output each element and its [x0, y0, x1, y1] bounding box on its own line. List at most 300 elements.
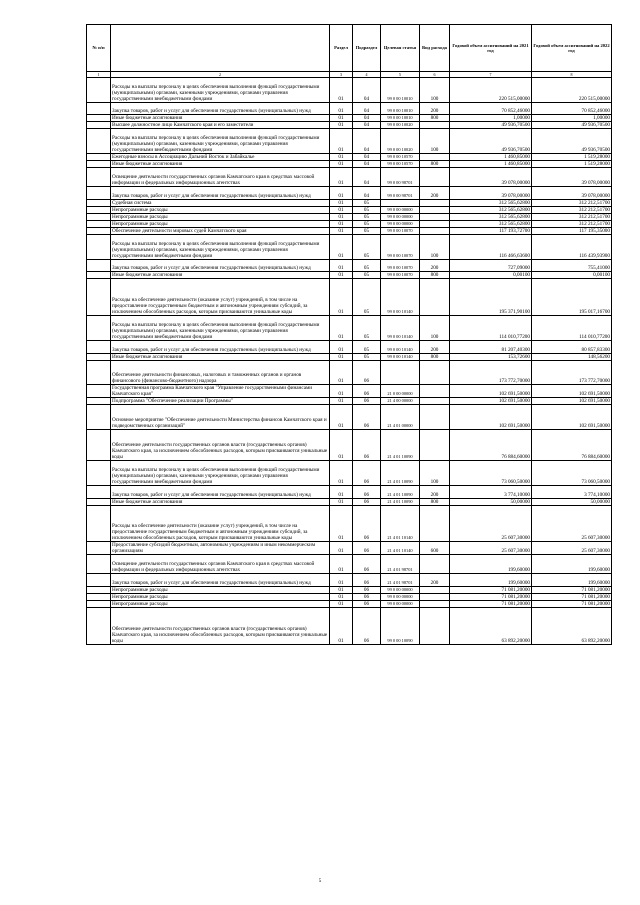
row-podrazdel: 04 [353, 102, 381, 115]
row-amount-2022: 73 060,50000 [532, 461, 612, 486]
row-expense-type: 200 [420, 574, 450, 587]
row-amount-2021: 102 691,50000 [450, 405, 532, 430]
row-amount-2021: 25 607,30000 [450, 505, 532, 542]
row-expense-type [420, 154, 450, 161]
table-row [87, 187, 612, 200]
row-amount-2021: 25 607,30000 [450, 542, 532, 555]
row-razdel: 01 [330, 555, 353, 574]
row-podrazdel: 06 [353, 600, 381, 607]
row-number [87, 360, 111, 385]
row-razdel: 01 [330, 272, 353, 279]
row-amount-2022: 70 852,46000 [532, 102, 612, 115]
row-expense-type [420, 213, 450, 220]
row-amount-2021: 116 466,63600 [450, 234, 532, 259]
row-razdel: 01 [330, 316, 353, 341]
table-row [87, 586, 612, 593]
row-razdel: 01 [330, 498, 353, 505]
row-podrazdel: 06 [353, 505, 381, 542]
row-target-article: 99 0 00 10570 [381, 161, 420, 168]
row-name: Расходы на обеспечение деятельности (оказание услуг) учреждений, в том числе на предоставление государственным бюджетным и автономным учреждениям субсидий, за исключением обособленных расходов, которым присваиваются уникальные коды [111, 505, 330, 542]
row-name: Расходы на обеспечение деятельности (оказание услуг) учреждений, в том числе на предоставление государственным бюджетным и автономным учреждениям субсидий, за исключением обособленных расходов, которым присваиваются уникальные коды [111, 279, 330, 316]
row-number [87, 600, 111, 607]
row-number [87, 340, 111, 353]
row-podrazdel: 06 [353, 461, 381, 486]
row-target-article: 99 0 00 00000 [381, 213, 420, 220]
row-expense-type: 800 [420, 272, 450, 279]
row-amount-2022: 39 078,00000 [532, 187, 612, 200]
row-name: Непрограммные расходы [111, 220, 330, 227]
row-name: Закупка товаров, работ и услуг для обеспечения государственных (муниципальных) нужд [111, 485, 330, 498]
table-row [87, 272, 612, 279]
row-razdel: 01 [330, 353, 353, 360]
row-number [87, 498, 111, 505]
row-target-article: 99 0 00 00000 [381, 206, 420, 213]
row-podrazdel: 06 [353, 555, 381, 574]
table-row [87, 593, 612, 600]
row-amount-2021: 1,00000 [450, 115, 532, 122]
row-razdel: 01 [330, 161, 353, 168]
row-podrazdel: 06 [353, 593, 381, 600]
row-target-article: 21 4 01 98701 [381, 555, 420, 574]
row-amount-2021: 117 193,72700 [450, 227, 532, 234]
budget-table [86, 24, 612, 645]
row-amount-2022: 76 884,60000 [532, 430, 612, 461]
row-name: Иные бюджетные ассигнования [111, 498, 330, 505]
row-number [87, 593, 111, 600]
row-amount-2021: 1 460,85000 [450, 154, 532, 161]
row-podrazdel: 05 [353, 316, 381, 341]
row-target-article: 99 0 00 10140 [381, 316, 420, 341]
row-name: Обеспечение деятельности государственных органов власти (государственных органов) Камчатского края, за исключением обособленных расходов, которым присваиваются уникальные коды [111, 430, 330, 461]
row-number [87, 316, 111, 341]
row-razdel: 01 [330, 168, 353, 187]
row-name: Иные бюджетные ассигнования [111, 115, 330, 122]
row-name: Высшее должностное лицо Камчатского края и его заместители [111, 122, 330, 129]
row-target-article: 99 0 00 10020 [381, 129, 420, 154]
row-expense-type [420, 279, 450, 316]
row-expense-type [420, 586, 450, 593]
row-name: Ежегодные взносы в Ассоциацию Дальний Восток и Забайкалье [111, 154, 330, 161]
header-target-article: Целевая статья [381, 25, 420, 72]
table-row [87, 340, 612, 353]
colnum: 2 [111, 72, 330, 78]
row-razdel: 01 [330, 102, 353, 115]
row-razdel: 01 [330, 122, 353, 129]
row-number [87, 398, 111, 405]
row-expense-type: 800 [420, 498, 450, 505]
row-name: Расходы на выплаты персоналу в целях обеспечения выполнения функций государственными (муниципальными) органами, казенными учреждениями, органами управления государственными внебюджетными фондами [111, 461, 330, 486]
table-row [87, 600, 612, 607]
row-amount-2021: 71 081,20000 [450, 593, 532, 600]
table-row [87, 122, 612, 129]
row-target-article: 99 0 00 00000 [381, 586, 420, 593]
row-number [87, 129, 111, 154]
row-razdel: 01 [330, 234, 353, 259]
row-target-article: 99 0 00 10570 [381, 154, 420, 161]
row-amount-2022: 102 691,50000 [532, 405, 612, 430]
row-number [87, 199, 111, 206]
colnum: 6 [420, 72, 450, 78]
row-podrazdel: 05 [353, 272, 381, 279]
row-podrazdel: 06 [353, 405, 381, 430]
row-target-article: 99 0 00 98701 [381, 187, 420, 200]
row-name: Закупка товаров, работ и услуг для обеспечения государственных (муниципальных) нужд [111, 340, 330, 353]
row-podrazdel: 05 [353, 234, 381, 259]
table-row [87, 385, 612, 398]
row-number [87, 279, 111, 316]
row-podrazdel: 04 [353, 122, 381, 129]
row-target-article: 99 0 00 10010 [381, 78, 420, 103]
row-name: Иные бюджетные ассигнования [111, 353, 330, 360]
table-row [87, 398, 612, 405]
table-row [87, 154, 612, 161]
row-amount-2022: 173 772,70000 [532, 360, 612, 385]
row-number [87, 220, 111, 227]
colnum: 1 [87, 72, 111, 78]
row-amount-2022: 71 081,20000 [532, 600, 612, 607]
row-expense-type: 200 [420, 485, 450, 498]
row-name: Обеспечение деятельности финансовых, налоговых и таможенных органов и органов финансового (финансово-бюджетного) надзора [111, 360, 330, 385]
row-razdel: 01 [330, 187, 353, 200]
row-number [87, 102, 111, 115]
table-row [87, 161, 612, 168]
row-number [87, 206, 111, 213]
row-amount-2021: 312 565,62800 [450, 213, 532, 220]
row-amount-2022: 63 892,20000 [532, 607, 612, 644]
row-amount-2022: 39 078,00000 [532, 168, 612, 187]
row-razdel: 01 [330, 115, 353, 122]
table-row [87, 505, 612, 542]
table-row [87, 430, 612, 461]
table-row [87, 213, 612, 220]
row-amount-2021: 173 772,70000 [450, 360, 532, 385]
row-razdel: 01 [330, 220, 353, 227]
row-amount-2021: 199,60000 [450, 555, 532, 574]
row-podrazdel: 06 [353, 485, 381, 498]
row-target-article: 21 4 01 10090 [381, 461, 420, 486]
row-podrazdel: 06 [353, 607, 381, 644]
row-razdel: 01 [330, 213, 353, 220]
row-amount-2022: 116 439,93900 [532, 234, 612, 259]
row-number [87, 122, 111, 129]
colnum: 7 [450, 72, 532, 78]
table-header-row [87, 25, 612, 72]
row-number [87, 353, 111, 360]
row-amount-2022: 312 212,51700 [532, 213, 612, 220]
row-amount-2022: 114 010,77200 [532, 316, 612, 341]
row-number [87, 405, 111, 430]
table-row [87, 461, 612, 486]
row-target-article: 21 4 01 00000 [381, 405, 420, 430]
row-amount-2022: 49 936,70500 [532, 122, 612, 129]
row-podrazdel: 04 [353, 187, 381, 200]
row-target-article [381, 199, 420, 206]
row-amount-2022: 199,60000 [532, 555, 612, 574]
row-expense-type [420, 385, 450, 398]
row-amount-2022: 25 607,30000 [532, 542, 612, 555]
row-name: Расходы на выплаты персоналу в целях обеспечения выполнения функций государственными (муниципальными) органами, казенными учреждениями, органами управления государственными внебюджетными фондами [111, 316, 330, 341]
row-amount-2021: 76 884,60000 [450, 430, 532, 461]
row-number [87, 213, 111, 220]
row-expense-type [420, 555, 450, 574]
row-expense-type: 800 [420, 115, 450, 122]
row-expense-type [420, 600, 450, 607]
row-name: Иные бюджетные ассигнования [111, 272, 330, 279]
row-podrazdel: 04 [353, 154, 381, 161]
row-amount-2021: 220 515,00000 [450, 78, 532, 103]
row-name: Расходы на выплаты персоналу в целях обеспечения выполнения функций государственными (муниципальными) органами, казенными учреждениями, органами управления государственными внебюджетными фондами [111, 234, 330, 259]
row-podrazdel: 05 [353, 340, 381, 353]
row-amount-2022: 50,00000 [532, 498, 612, 505]
row-target-article: 99 0 00 10090 [381, 607, 420, 644]
row-razdel: 01 [330, 385, 353, 398]
row-razdel: 01 [330, 574, 353, 587]
row-target-article: 21 4 01 10140 [381, 505, 420, 542]
table-row [87, 220, 612, 227]
row-name: Расходы на выплаты персоналу в целях обеспечения выполнения функций государственными (муниципальными) органами, казенными учреждениями, органами управления государственными внебюджетными фондами [111, 78, 330, 103]
row-razdel: 01 [330, 154, 353, 161]
row-name: Непрограммные расходы [111, 213, 330, 220]
row-number [87, 586, 111, 593]
row-target-article: 99 0 00 00000 [381, 220, 420, 227]
row-name: Непрограммные расходы [111, 206, 330, 213]
row-name: Государственная программа Камчатского края "Управление государственными финансами Камчатского края" [111, 385, 330, 398]
table-row [87, 485, 612, 498]
row-number [87, 154, 111, 161]
row-amount-2021: 39 078,00000 [450, 168, 532, 187]
row-podrazdel: 05 [353, 259, 381, 272]
row-razdel: 01 [330, 461, 353, 486]
row-razdel: 01 [330, 607, 353, 644]
row-amount-2021: 73 060,50000 [450, 461, 532, 486]
row-amount-2021: 312 565,62800 [450, 220, 532, 227]
row-amount-2021: 39 078,00000 [450, 187, 532, 200]
row-name: Освещение деятельности государственных органов Камчатского края в средствах массовой информации и федеральных информационных агентствах [111, 555, 330, 574]
row-name: Иные бюджетные ассигнования [111, 161, 330, 168]
row-amount-2021: 312 565,62800 [450, 199, 532, 206]
row-razdel: 01 [330, 259, 353, 272]
row-expense-type [420, 398, 450, 405]
row-podrazdel: 05 [353, 199, 381, 206]
table-row [87, 259, 612, 272]
row-number [87, 485, 111, 498]
row-podrazdel: 06 [353, 398, 381, 405]
row-amount-2022: 0,00100 [532, 272, 612, 279]
colnum: 5 [381, 72, 420, 78]
row-razdel: 01 [330, 129, 353, 154]
table-row [87, 574, 612, 587]
row-expense-type [420, 430, 450, 461]
row-amount-2021: 63 892,20000 [450, 607, 532, 644]
row-number [87, 461, 111, 486]
row-target-article: 99 0 00 98701 [381, 168, 420, 187]
row-podrazdel: 05 [353, 213, 381, 220]
row-name: Закупка товаров, работ и услуг для обеспечения государственных (муниципальных) нужд [111, 259, 330, 272]
row-amount-2021: 1 460,85000 [450, 161, 532, 168]
table-row [87, 115, 612, 122]
row-razdel: 01 [330, 542, 353, 555]
row-razdel: 01 [330, 586, 353, 593]
row-expense-type: 200 [420, 102, 450, 115]
row-amount-2021: 199,60000 [450, 574, 532, 587]
row-target-article: 21 0 00 00000 [381, 385, 420, 398]
row-razdel: 01 [330, 227, 353, 234]
row-razdel: 01 [330, 78, 353, 103]
row-podrazdel: 04 [353, 78, 381, 103]
row-name: Судебная система [111, 199, 330, 206]
table-row [87, 360, 612, 385]
row-expense-type: 100 [420, 234, 450, 259]
row-expense-type [420, 405, 450, 430]
row-expense-type [420, 607, 450, 644]
row-podrazdel: 04 [353, 115, 381, 122]
row-podrazdel: 05 [353, 206, 381, 213]
row-amount-2022: 80 857,83300 [532, 340, 612, 353]
row-amount-2022: 3 774,10000 [532, 485, 612, 498]
row-podrazdel: 04 [353, 161, 381, 168]
table-row [87, 498, 612, 505]
budget-table-page [86, 24, 611, 645]
row-target-article: 99 0 00 10070 [381, 259, 420, 272]
row-podrazdel: 06 [353, 586, 381, 593]
row-target-article: 99 0 00 10010 [381, 115, 420, 122]
row-expense-type: 100 [420, 129, 450, 154]
page-number: 5 [318, 879, 322, 884]
row-name: Непрограммные расходы [111, 586, 330, 593]
row-amount-2021: 312 565,62800 [450, 206, 532, 213]
row-podrazdel: 06 [353, 542, 381, 555]
row-amount-2022: 755,41000 [532, 259, 612, 272]
table-row [87, 607, 612, 644]
row-amount-2021: 71 081,20000 [450, 586, 532, 593]
row-amount-2022: 220 515,00000 [532, 78, 612, 103]
row-amount-2021: 49 936,70500 [450, 129, 532, 154]
row-podrazdel: 06 [353, 498, 381, 505]
row-name: Освещение деятельности государственных органов Камчатского края в средствах массовой информации и федеральных информационных агентствах [111, 168, 330, 187]
row-razdel: 01 [330, 593, 353, 600]
row-name: Подпрограмма "Обеспечение реализации Программы" [111, 398, 330, 405]
table-row [87, 316, 612, 341]
colnum: 4 [353, 72, 381, 78]
row-razdel: 01 [330, 340, 353, 353]
table-row [87, 78, 612, 103]
row-target-article: 21 4 01 10090 [381, 485, 420, 498]
row-podrazdel: 06 [353, 360, 381, 385]
row-number [87, 227, 111, 234]
row-amount-2021: 81 207,40300 [450, 340, 532, 353]
row-target-article: 99 0 00 10140 [381, 340, 420, 353]
row-amount-2021: 49 936,70500 [450, 122, 532, 129]
row-target-article: 21 4 01 10090 [381, 430, 420, 461]
row-amount-2021: 102 691,50000 [450, 385, 532, 398]
row-amount-2022: 312 212,51700 [532, 220, 612, 227]
row-number [87, 555, 111, 574]
row-number [87, 161, 111, 168]
row-amount-2021: 50,00000 [450, 498, 532, 505]
table-row [87, 227, 612, 234]
table-row [87, 555, 612, 574]
row-name: Обеспечение деятельности государственных органов власти (государственных органов) Камчатского края, за исключением обособленных расходов, которым присваиваются уникальные коды [111, 607, 330, 644]
row-name: Закупка товаров, работ и услуг для обеспечения государственных (муниципальных) нужд [111, 574, 330, 587]
row-name: Обеспечение деятельности мировых судей Камчатского края [111, 227, 330, 234]
row-expense-type: 100 [420, 316, 450, 341]
table-row [87, 279, 612, 316]
row-target-article: 99 0 00 10070 [381, 227, 420, 234]
row-expense-type [420, 505, 450, 542]
row-podrazdel: 05 [353, 279, 381, 316]
row-target-article: 99 0 00 10140 [381, 279, 420, 316]
header-no: № п/п [87, 25, 111, 72]
row-number [87, 168, 111, 187]
table-row [87, 405, 612, 430]
colnum: 8 [532, 72, 612, 78]
row-number [87, 272, 111, 279]
row-target-article: 21 4 01 10140 [381, 542, 420, 555]
row-name: Предоставление субсидий бюджетным, автономным учреждениям и иным некоммерческим организациям [111, 542, 330, 555]
row-amount-2021: 102 691,50000 [450, 398, 532, 405]
row-expense-type [420, 227, 450, 234]
row-podrazdel: 05 [353, 220, 381, 227]
table-row [87, 206, 612, 213]
row-amount-2021: 71 081,20000 [450, 600, 532, 607]
row-razdel: 01 [330, 405, 353, 430]
table-row [87, 199, 612, 206]
row-target-article [381, 360, 420, 385]
row-expense-type: 800 [420, 353, 450, 360]
row-target-article: 21 4 00 00000 [381, 398, 420, 405]
row-target-article: 99 0 00 00000 [381, 600, 420, 607]
row-number [87, 78, 111, 103]
header-expense-type: Вид расхода [420, 25, 450, 72]
row-razdel: 01 [330, 485, 353, 498]
row-podrazdel: 05 [353, 227, 381, 234]
row-amount-2022: 102 691,50000 [532, 398, 612, 405]
header-2022: Годовой объем ассигнований на 2022 год [532, 25, 612, 72]
row-target-article: 21 4 01 98701 [381, 574, 420, 587]
row-name: Непрограммные расходы [111, 600, 330, 607]
row-expense-type: 100 [420, 78, 450, 103]
row-podrazdel: 04 [353, 129, 381, 154]
row-razdel: 01 [330, 505, 353, 542]
header-2021: Годовой объем ассигнований на 2021 год [450, 25, 532, 72]
row-amount-2022: 25 607,30000 [532, 505, 612, 542]
row-number [87, 234, 111, 259]
row-number [87, 430, 111, 461]
row-amount-2021: 153,72600 [450, 353, 532, 360]
row-amount-2022: 71 081,20000 [532, 586, 612, 593]
table-row [87, 353, 612, 360]
row-amount-2022: 312 212,51700 [532, 206, 612, 213]
row-expense-type [420, 199, 450, 206]
row-razdel: 01 [330, 430, 353, 461]
row-amount-2022: 1,00000 [532, 115, 612, 122]
row-podrazdel: 06 [353, 385, 381, 398]
row-number [87, 187, 111, 200]
row-amount-2022: 102 691,50000 [532, 385, 612, 398]
row-amount-2022: 312 212,51700 [532, 199, 612, 206]
row-expense-type: 100 [420, 461, 450, 486]
row-podrazdel: 06 [353, 430, 381, 461]
row-number [87, 505, 111, 542]
row-amount-2022: 195 017,16700 [532, 279, 612, 316]
row-expense-type: 200 [420, 187, 450, 200]
row-expense-type [420, 220, 450, 227]
row-amount-2022: 1 519,28000 [532, 154, 612, 161]
row-expense-type [420, 206, 450, 213]
row-target-article: 99 0 00 10020 [381, 122, 420, 129]
row-expense-type: 200 [420, 259, 450, 272]
row-name: Расходы на выплаты персоналу в целях обеспечения выполнения функций государственными (муниципальными) органами, казенными учреждениями, органами управления государственными внебюджетными фондами [111, 129, 330, 154]
